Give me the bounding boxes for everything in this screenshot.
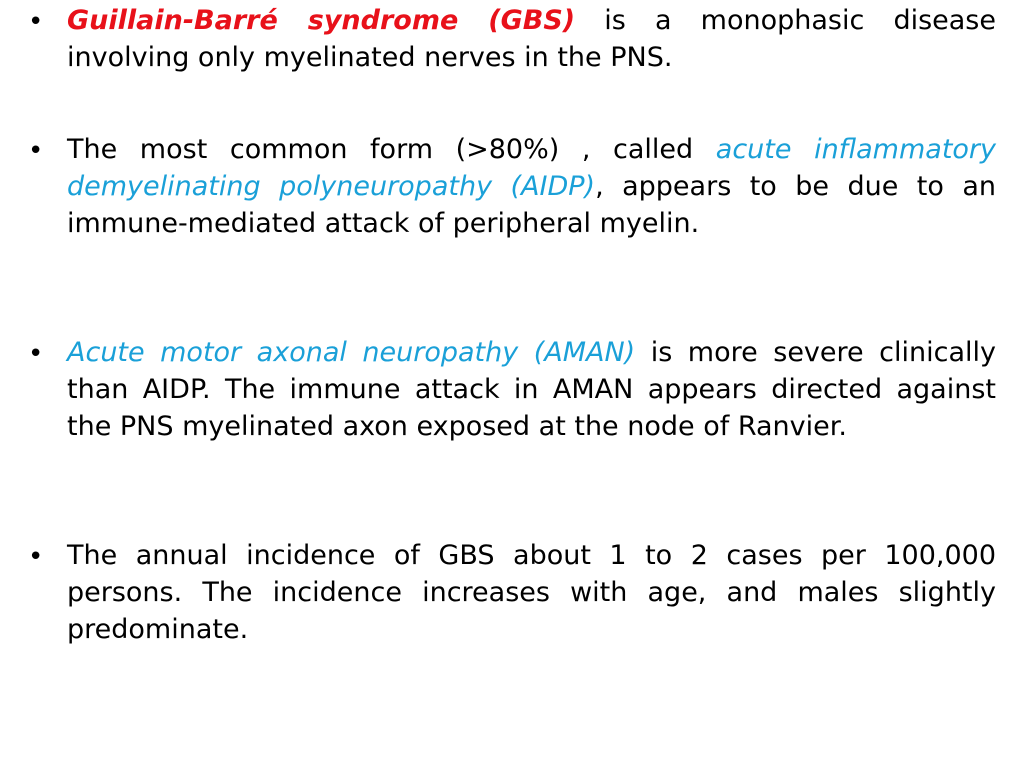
aman-term: Acute motor axonal neuropathy (AMAN) <box>67 337 636 368</box>
bullet-text <box>67 537 996 648</box>
gbs-term: Guillain-Barré syndrome (GBS) <box>67 5 576 36</box>
bullet-text-before: The most common form (>80%) , called <box>67 134 716 165</box>
bullet-text-after: is more severe clinically than AIDP. The immune attack in AMAN appears directed against the PNS myelinated axon exposed at the node of Ranvier. <box>67 337 996 442</box>
bullet-icon: • <box>28 7 44 37</box>
bullet-text <box>67 131 996 242</box>
bullet-item-gbs <box>0 2 996 76</box>
bullet-icon: • <box>28 339 44 369</box>
bullet-item-aidp <box>0 131 996 242</box>
bullet-item-incidence <box>0 537 996 648</box>
bullet-icon: • <box>28 542 44 572</box>
bullet-icon: • <box>28 136 44 166</box>
bullet-text <box>67 334 996 445</box>
bullet-text-after: is a monophasic disease involving only myelinated nerves in the PNS. <box>67 5 996 73</box>
bullet-item-aman <box>0 334 996 445</box>
incidence-text: The annual incidence of GBS about 1 to 2 cases per 100,000 persons. The incidence increases with age, and males slightly predominate. <box>67 540 996 645</box>
aidp-term: acute inflammatory demyelinating polyneuropathy (AIDP) <box>67 134 997 202</box>
bullet-text-after: , appears to be due to an immune-mediated attack of peripheral myelin. <box>67 171 996 239</box>
bullet-text <box>67 2 996 76</box>
